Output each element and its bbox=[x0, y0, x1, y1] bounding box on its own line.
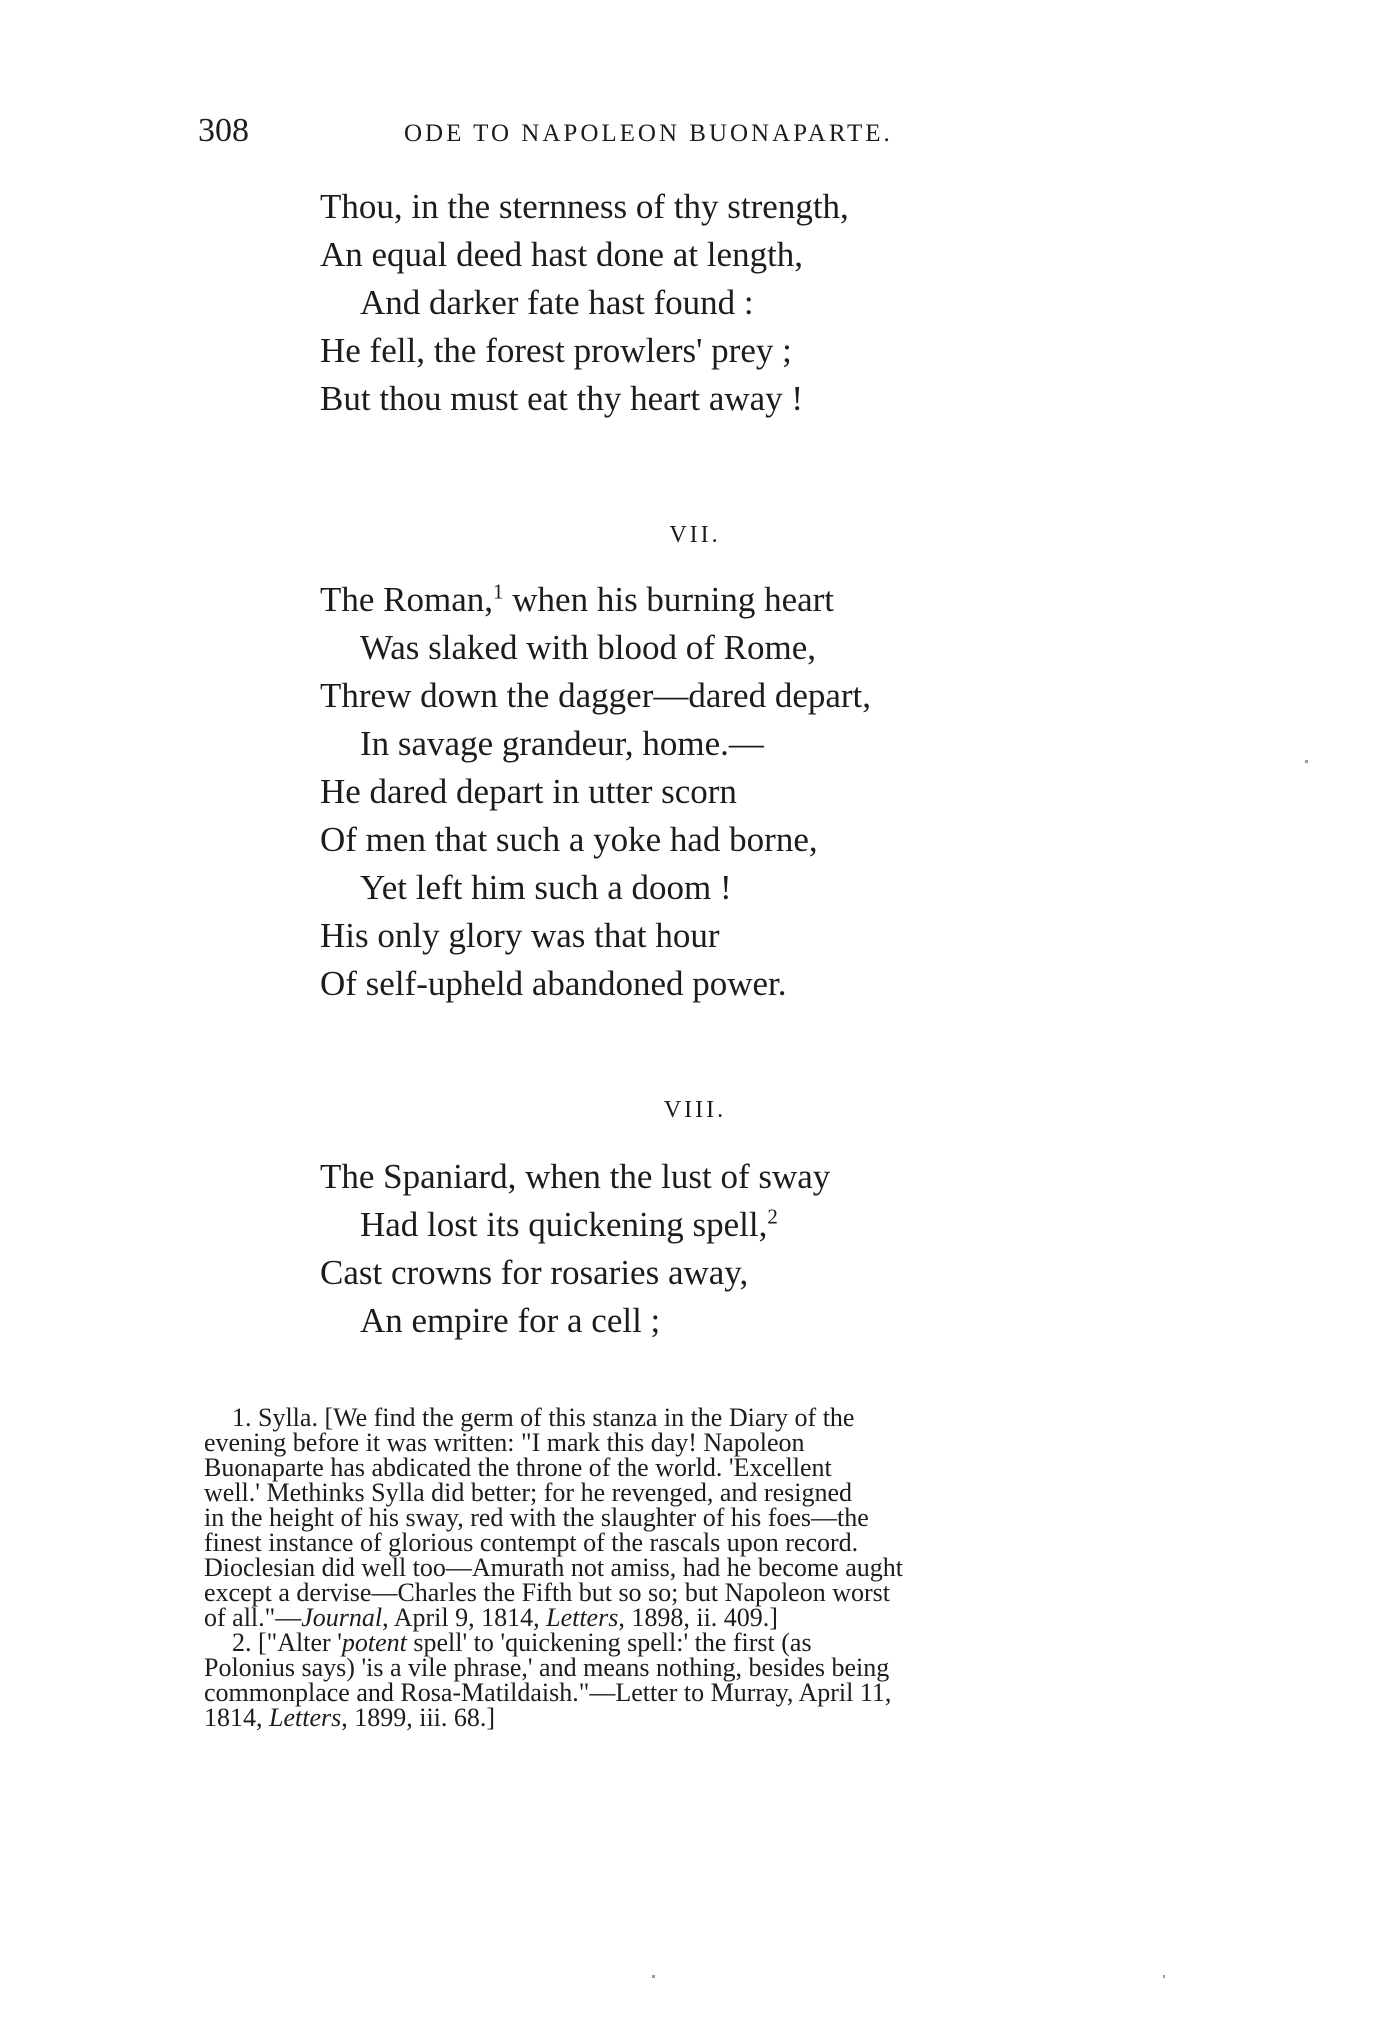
verse-line: The Spaniard, when the lust of sway bbox=[320, 1157, 831, 1196]
footnote-line: commonplace and Rosa-Matildaish."—Letter to Murray, April 11, bbox=[204, 1678, 892, 1707]
verse-line: In savage grandeur, home.— bbox=[360, 724, 764, 763]
verse-line bbox=[320, 1201, 830, 1249]
scan-speck bbox=[652, 1975, 655, 1978]
citation-journal: Journal bbox=[301, 1603, 383, 1632]
page-number: 308 bbox=[198, 112, 249, 149]
verse-line: His only glory was that hour bbox=[320, 916, 720, 955]
verse-line: But thou must eat thy heart away ! bbox=[320, 379, 804, 418]
verse-line: And darker fate hast found : bbox=[360, 283, 754, 322]
verse-line: Of self-upheld abandoned power. bbox=[320, 964, 787, 1003]
verse-text: Had lost its quickening spell, bbox=[360, 1205, 768, 1244]
footnote-text: Sylla. [We find the germ of this stanza in the Diary of the bbox=[258, 1403, 855, 1432]
stanza-vii bbox=[320, 576, 871, 1008]
footnote-line bbox=[204, 1630, 1134, 1655]
footnote-marker: 2. bbox=[232, 1628, 252, 1657]
footnote-text: ["Alter ' bbox=[258, 1628, 342, 1657]
footnote-marker: 1. bbox=[232, 1403, 252, 1432]
verse-text: when his burning heart bbox=[503, 580, 835, 619]
footnote-ref-2: 2 bbox=[767, 1204, 778, 1229]
scan-speck bbox=[1163, 1975, 1165, 1978]
footnote-1 bbox=[204, 1405, 1134, 1630]
footnote-text: , 1899, iii. 68.] bbox=[341, 1703, 496, 1732]
footnote-line: Polonius says) 'is a vile phrase,' and means nothing, besides being bbox=[204, 1653, 890, 1682]
footnote-line: Dioclesian did well too—Amurath not amiss, had he become aught bbox=[204, 1553, 903, 1582]
footnote-line bbox=[204, 1705, 1134, 1730]
verse-line: He fell, the forest prowlers' prey ; bbox=[320, 331, 792, 370]
citation-letters: Letters bbox=[269, 1703, 342, 1732]
footnote-text: , April 9, 1814, bbox=[382, 1603, 547, 1632]
verse-text: The Roman, bbox=[320, 580, 494, 619]
footnote-ref-1: 1 bbox=[493, 579, 504, 604]
footnote-line bbox=[204, 1605, 1134, 1630]
verse-line: Was slaked with blood of Rome, bbox=[360, 628, 817, 667]
scan-speck bbox=[1305, 760, 1308, 763]
footnote-line: in the height of his sway, red with the slaughter of his foes—the bbox=[204, 1503, 869, 1532]
stanza-number-vii: VII. bbox=[669, 522, 721, 548]
verse-line: Thou, in the sternness of thy strength, bbox=[320, 187, 849, 226]
verse-line bbox=[320, 576, 871, 624]
verse-line: An equal deed hast done at length, bbox=[320, 235, 804, 274]
footnotes bbox=[204, 1405, 1134, 1730]
footnote-2 bbox=[204, 1630, 1134, 1730]
footnote-text: of all."— bbox=[204, 1603, 302, 1632]
footnote-line: except a dervise—Charles the Fifth but so so; but Napoleon worst bbox=[204, 1578, 890, 1607]
verse-line: Yet left him such a doom ! bbox=[360, 868, 732, 907]
footnote-text: spell' to 'quickening spell:' the first (as bbox=[406, 1628, 812, 1657]
stanza-number-viii: VIII. bbox=[663, 1097, 727, 1123]
verse-line: Of men that such a yoke had borne, bbox=[320, 820, 818, 859]
footnote-italic: potent bbox=[341, 1628, 407, 1657]
stanza-vi-continuation bbox=[320, 183, 849, 423]
running-title: ODE TO NAPOLEON BUONAPARTE. bbox=[404, 120, 893, 147]
footnote-line bbox=[204, 1405, 1134, 1430]
verse-line: Cast crowns for rosaries away, bbox=[320, 1253, 749, 1292]
footnote-line: Buonaparte has abdicated the throne of the world. 'Excellent bbox=[204, 1453, 832, 1482]
citation-letters: Letters bbox=[546, 1603, 619, 1632]
footnote-text: , 1898, ii. 409.] bbox=[618, 1603, 778, 1632]
footnote-line: evening before it was written: "I mark this day! Napoleon bbox=[204, 1428, 805, 1457]
footnote-line: finest instance of glorious contempt of the rascals upon record. bbox=[204, 1528, 859, 1557]
stanza-viii bbox=[320, 1153, 830, 1345]
verse-line: He dared depart in utter scorn bbox=[320, 772, 737, 811]
verse-line: An empire for a cell ; bbox=[360, 1301, 661, 1340]
page-header bbox=[198, 112, 1198, 152]
footnote-line: well.' Methinks Sylla did better; for he revenged, and resigned bbox=[204, 1478, 853, 1507]
verse-line: Threw down the dagger—dared depart, bbox=[320, 676, 872, 715]
footnote-text: 1814, bbox=[204, 1703, 269, 1732]
